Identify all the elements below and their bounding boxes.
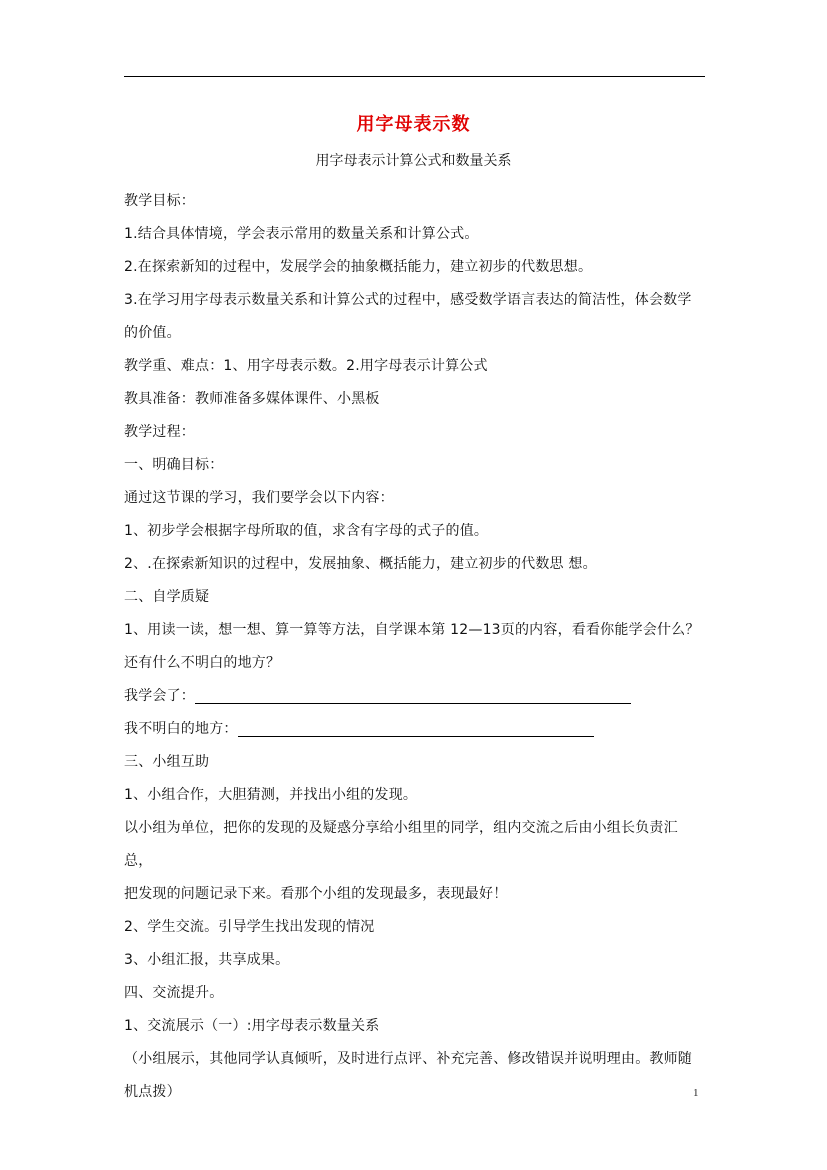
header-rule (124, 76, 705, 77)
fill-learned-blank (195, 685, 631, 704)
body-line: （小组展示，其他同学认真倾听，及时进行点评、补充完善、修改错误并说明理由。教师随 (124, 1051, 692, 1067)
body-line: 一、明确目标： (124, 457, 224, 473)
body-line: 的价值。 (124, 325, 181, 341)
body-line: 2、学生交流。引导学生找出发现的情况 (124, 919, 375, 935)
body-line: 通过这节课的学习，我们要学会以下内容： (124, 490, 394, 506)
body-line: 3、小组汇报，共享成果。 (124, 952, 290, 968)
body-line: 教学过程： (124, 424, 195, 440)
fill-learned-label: 我学会了： (124, 688, 195, 704)
body-line: 三、小组互助 (124, 754, 210, 770)
body-line: 1、初步学会根据字母所取的值，求含有字母的式子的值。 (124, 523, 489, 539)
body-line: 把发现的问题记录下来。看那个小组的发现最多，表现最好！ (124, 886, 508, 902)
fill-unclear (124, 713, 706, 746)
fill-unclear-label: 我不明白的地方： (124, 721, 238, 737)
document-title: 用字母表示数 (356, 114, 471, 135)
body-line: 1、用读一读，想一想、算一算等方法，自学课本第 12—13页的内容，看看你能学会什么？ (124, 622, 700, 638)
body-line: 四、交流提升。 (124, 985, 224, 1001)
fill-unclear-blank (238, 718, 594, 737)
body-line: 机点拨） (124, 1084, 181, 1100)
body-line: 教学重、难点：1、用字母表示数。2.用字母表示计算公式 (124, 358, 488, 374)
body-line: 还有什么不明白的地方？ (124, 655, 281, 671)
body-line: 以小组为单位，把你的发现的及疑惑分享给小组里的同学，组内交流之后由小组长负责汇总， (124, 820, 678, 869)
body-line: 1、小组合作，大胆猜测，并找出小组的发现。 (124, 787, 418, 803)
body-line: 教具准备：教师准备多媒体课件、小黑板 (124, 391, 380, 407)
body-line: 3.在学习用字母表示数量关系和计算公式的过程中，感受数学语言表达的简洁性，体会数学 (124, 292, 692, 308)
document-subtitle: 用字母表示计算公式和数量关系 (315, 153, 512, 169)
body-line: 二、自学质疑 (124, 589, 210, 605)
page-number: 1 (693, 1087, 699, 1099)
body-line: 2、.在探索新知识的过程中，发展抽象、概括能力，建立初步的代数思 想。 (124, 556, 597, 572)
document-body (124, 185, 706, 1109)
body-line: 2.在探索新知的过程中，发展学会的抽象概括能力，建立初步的代数思想。 (124, 259, 593, 275)
body-line: 1.结合具体情境，学会表示常用的数量关系和计算公式。 (124, 226, 479, 242)
body-line: 1、交流展示（一）:用字母表示数量关系 (124, 1018, 380, 1034)
body-line: 教学目标： (124, 193, 195, 209)
fill-learned (124, 680, 706, 713)
